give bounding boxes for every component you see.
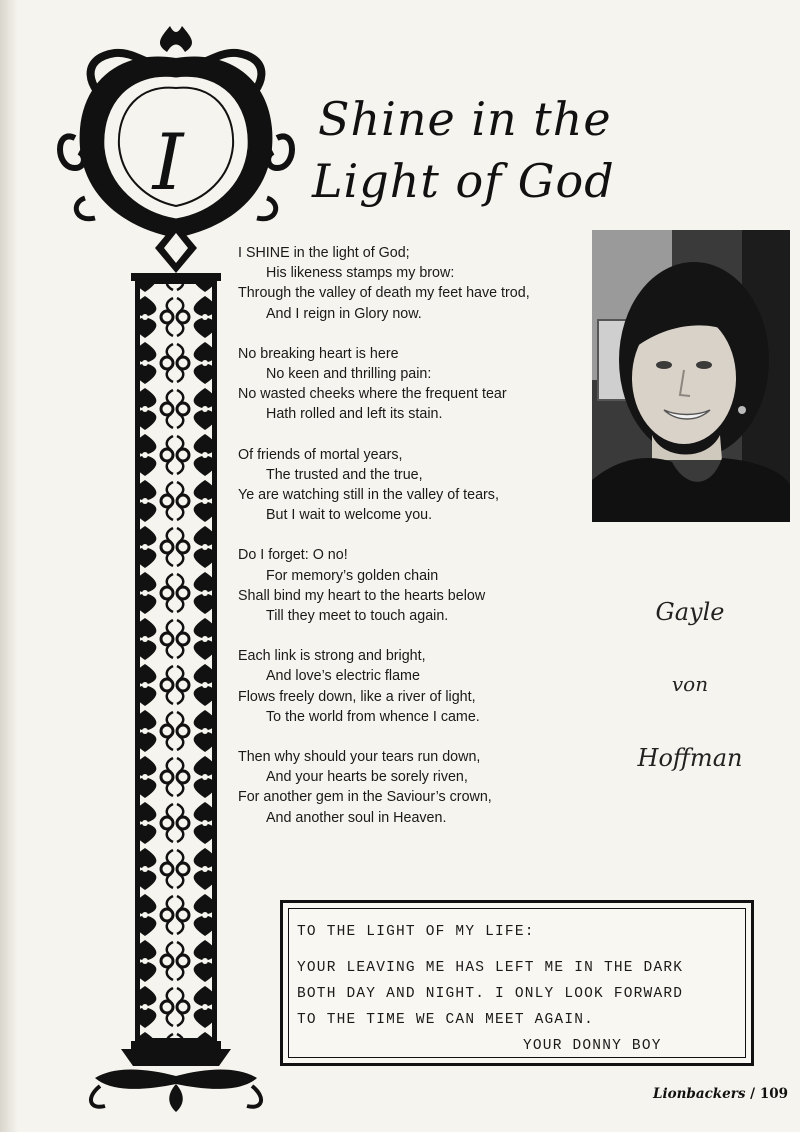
poem-line: His likeness stamps my brow: xyxy=(266,265,455,282)
poem-line: To the world from whence I came. xyxy=(266,708,480,725)
poem-line: No wasted cheeks where the frequent tear xyxy=(238,386,507,403)
drop-cap-letter: I xyxy=(152,118,184,208)
poem-line: Flows freely down, like a river of light, xyxy=(238,688,476,705)
poem-line: And another soul in Heaven. xyxy=(266,809,447,826)
poem-line: No keen and thrilling pain: xyxy=(266,366,432,383)
author-name xyxy=(620,592,760,776)
poem-line: Hath rolled and left its stain. xyxy=(266,406,443,423)
dedication-box xyxy=(280,900,754,1066)
author-last-name: Hoffman xyxy=(637,744,743,772)
poem-line: And love’s electric flame xyxy=(266,668,420,685)
poem-line: Then why should your tears run down, xyxy=(238,749,481,766)
dedication-line: TO THE TIME WE CAN MEET AGAIN. xyxy=(297,1012,595,1028)
poem-stanza xyxy=(238,646,598,727)
poem-line: For another gem in the Saviour’s crown, xyxy=(238,789,492,806)
dedication-line: YOUR LEAVING ME HAS LEFT ME IN THE DARK xyxy=(297,960,684,976)
poem-line: Do I forget: O no! xyxy=(238,547,348,564)
poem-line: Each link is strong and bright, xyxy=(238,648,426,665)
poem xyxy=(238,243,598,848)
poem-stanza xyxy=(238,747,598,828)
poem-line: And I reign in Glory now. xyxy=(266,305,422,322)
poem-line: Till they meet to touch again. xyxy=(266,608,449,625)
poem-line: Of friends of mortal years, xyxy=(238,446,403,463)
poem-stanza xyxy=(238,243,598,324)
dedication-inner-frame xyxy=(288,908,746,1058)
poem-line: Shall bind my heart to the hearts below xyxy=(238,587,486,604)
dedication-heading: TO THE LIGHT OF MY LIFE: xyxy=(297,924,535,940)
title-line-2: Light of God xyxy=(312,154,615,208)
page-number: 109 xyxy=(759,1086,788,1102)
dedication-signature: YOUR DONNY BOY xyxy=(523,1038,662,1054)
poem-stanza xyxy=(238,545,598,626)
author-middle-name: von xyxy=(671,672,709,696)
poem-line: The trusted and the true, xyxy=(266,466,423,483)
author-first-name: Gayle xyxy=(655,598,725,626)
publication-name: Lionbackers xyxy=(652,1086,746,1102)
poem-line: Ye are watching still in the valley of tears, xyxy=(238,487,499,504)
poem-line: But I wait to welcome you. xyxy=(266,507,433,524)
portrait-photo xyxy=(592,230,790,522)
dedication-line: BOTH DAY AND NIGHT. I ONLY LOOK FORWARD xyxy=(297,986,684,1002)
poem-line: Through the valley of death my feet have trod, xyxy=(238,285,530,302)
poem-line: I SHINE in the light of God; xyxy=(238,245,410,261)
binder-edge xyxy=(0,0,18,1132)
poem-line: And your hearts be sorely riven, xyxy=(266,769,468,786)
poem-stanza xyxy=(238,445,598,526)
title-line-1: Shine in the xyxy=(318,92,612,146)
poem-stanza xyxy=(238,344,598,425)
page-footer xyxy=(653,1086,788,1102)
page-title xyxy=(312,88,652,212)
poem-line: For memory’s golden chain xyxy=(266,567,439,584)
poem-line: No breaking heart is here xyxy=(238,345,399,362)
footer-separator: / xyxy=(745,1086,760,1102)
